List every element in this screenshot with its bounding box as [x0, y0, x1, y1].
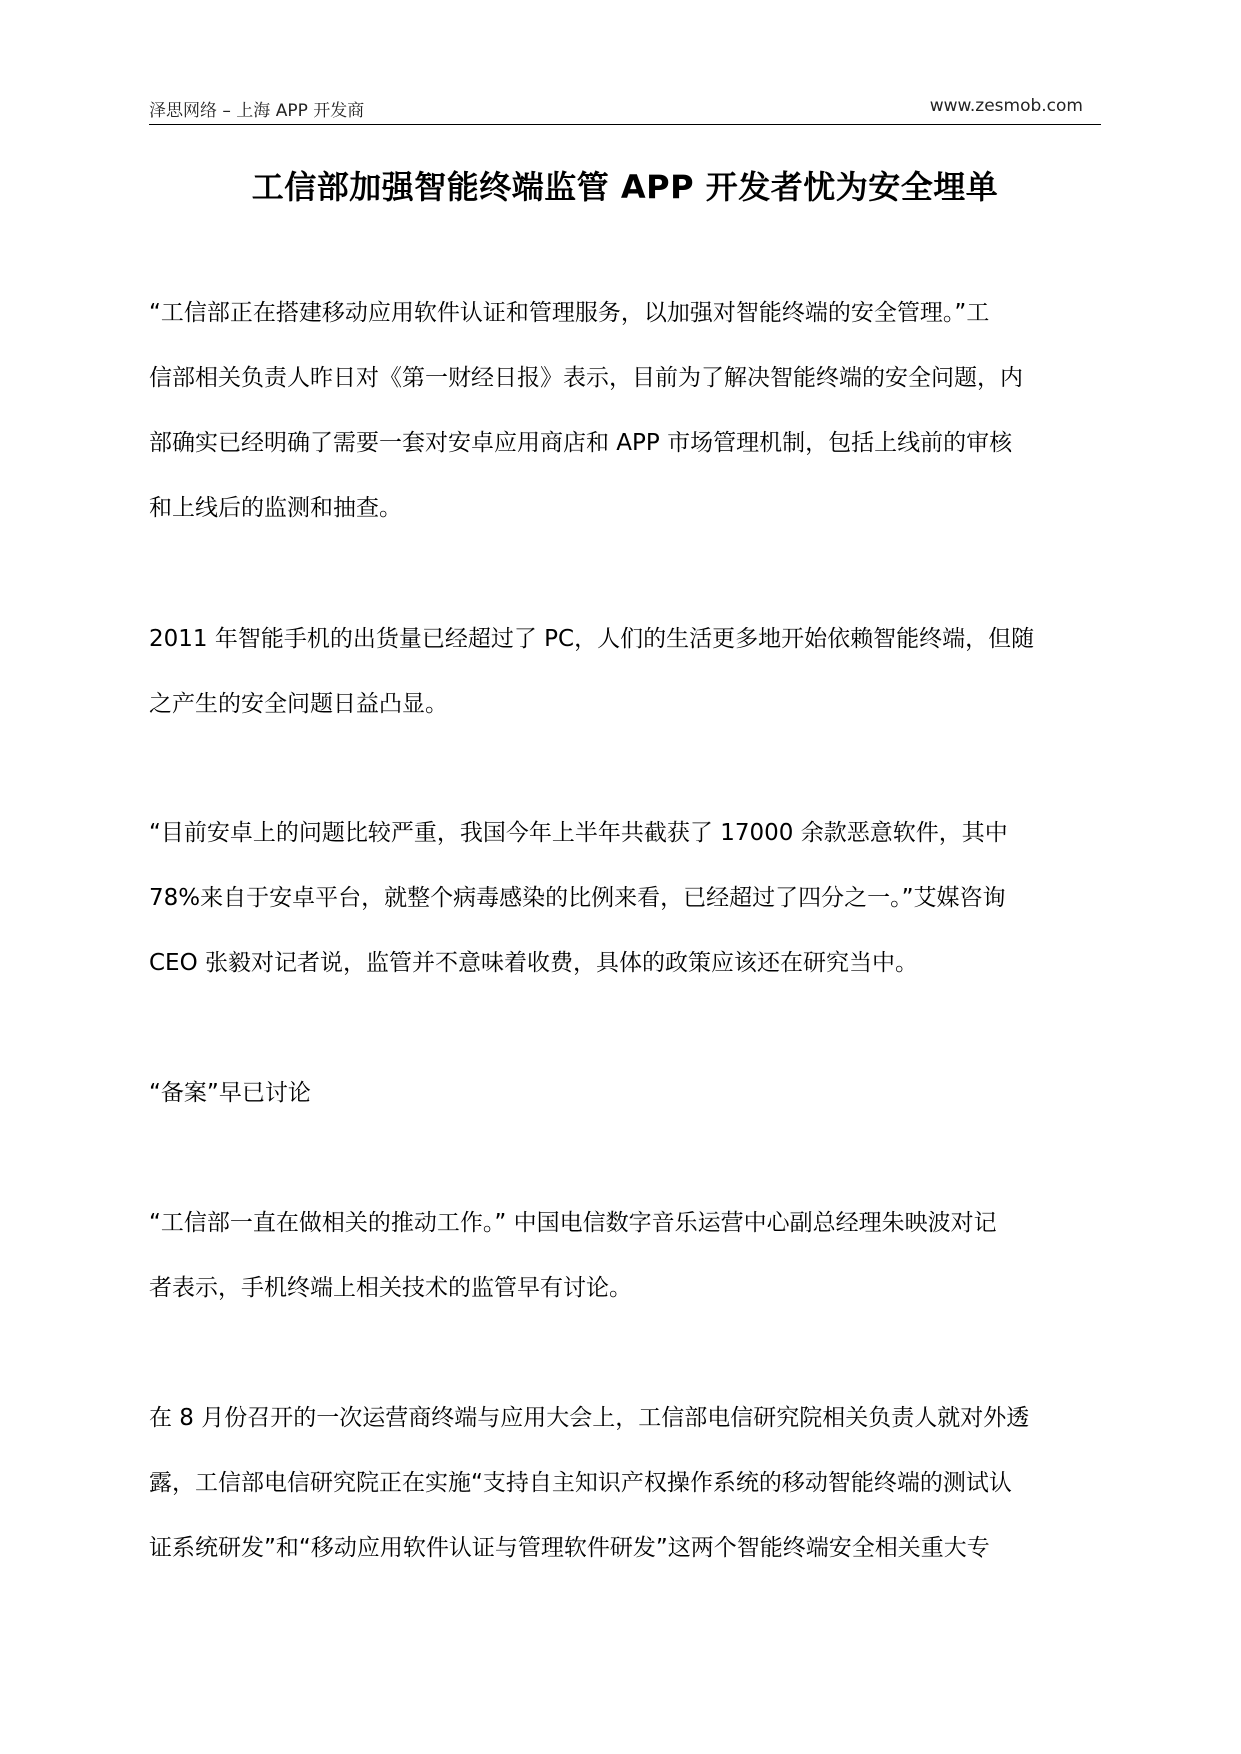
paragraph-line: “备案”早已讨论 — [149, 1080, 311, 1106]
article-title: 工信部加强智能终端监管 APP 开发者忧为安全埋单 — [251, 168, 999, 206]
paragraph-line: 证系统研发”和“移动应用软件认证与管理软件研发”这两个智能终端安全相关重大专 — [149, 1535, 990, 1561]
paragraph-line: 露，工信部电信研究院正在实施“支持自主知识产权操作系统的移动智能终端的测试认 — [149, 1470, 1012, 1496]
paragraph-line: 信部相关负责人昨日对《第一财经日报》表示，目前为了解决智能终端的安全问题，内 — [149, 365, 1023, 391]
header-company: 泽思网络 – 上海 APP 开发商 — [149, 101, 365, 121]
paragraph-line: 之产生的安全问题日益凸显。 — [149, 691, 448, 717]
paragraph-line: CEO 张毅对记者说，监管并不意味着收费，具体的政策应该还在研究当中。 — [149, 950, 919, 976]
paragraph — [149, 607, 1101, 737]
paragraph-line: “工信部正在搭建移动应用软件认证和管理服务，以加强对智能终端的安全管理。”工 — [149, 300, 990, 326]
paragraph-line: 在 8 月份召开的一次运营商终端与应用大会上，工信部电信研究院相关负责人就对外透 — [149, 1405, 1030, 1431]
paragraph-line: “工信部一直在做相关的推动工作。” 中国电信数字音乐运营中心副总经理朱映波对记 — [149, 1210, 997, 1236]
page-header — [149, 94, 1101, 125]
paragraph-line: 部确实已经明确了需要一套对安卓应用商店和 APP 市场管理机制，包括上线前的审核 — [149, 430, 1013, 456]
paragraph-line: 和上线后的监测和抽查。 — [149, 495, 402, 521]
paragraph-line: 2011 年智能手机的出货量已经超过了 PC，人们的生活更多地开始依赖智能终端，但随 — [149, 626, 1035, 652]
paragraph — [149, 281, 1101, 541]
paragraph-line: “目前安卓上的问题比较严重，我国今年上半年共截获了 17000 余款恶意软件，其中 — [149, 820, 1008, 846]
paragraph — [149, 1386, 1101, 1581]
paragraph-line: 者表示，手机终端上相关技术的监管早有讨论。 — [149, 1275, 632, 1301]
paragraph-line: 78%来自于安卓平台，就整个病毒感染的比例来看，已经超过了四分之一。”艾媒咨询 — [149, 885, 1006, 911]
paragraph — [149, 1191, 1101, 1321]
header-website: www.zesmob.com — [929, 96, 1083, 116]
paragraph — [149, 801, 1101, 996]
section-subheading — [149, 1061, 1101, 1126]
